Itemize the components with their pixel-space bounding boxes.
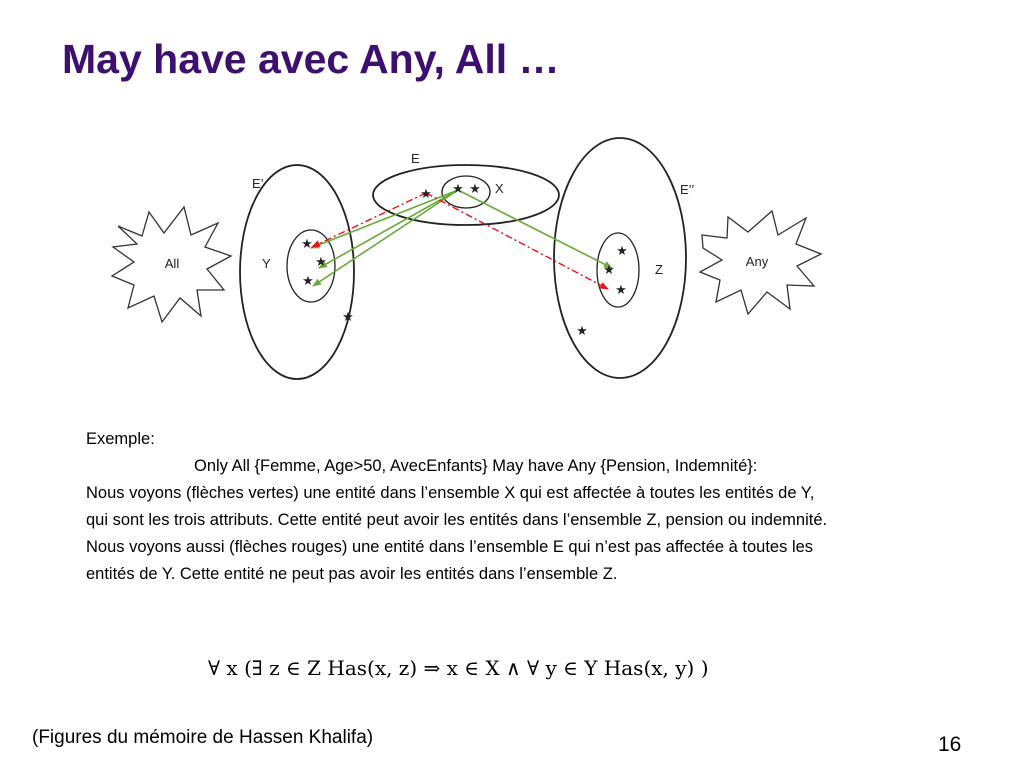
entity-star: ★: [603, 262, 615, 277]
example-text: [86, 426, 956, 588]
slide-title: May have avec Any, All …: [62, 36, 560, 82]
explanation-line: qui sont les trois attributs. Cette entité peut avoir les entités dans l’ensemble Z, pension ou indemnité.: [86, 511, 828, 529]
explanation-line: entités de Y. Cette entité ne peut pas avoir les entités dans l’ensemble Z.: [86, 565, 618, 583]
entity-stars: [301, 181, 628, 338]
entity-star: ★: [342, 309, 354, 324]
entity-star: ★: [301, 236, 313, 251]
entity-star: ★: [315, 254, 327, 269]
entity-star: ★: [420, 186, 432, 201]
page-number: 16: [938, 733, 962, 756]
set-e-label: E: [411, 151, 420, 166]
entity-star: ★: [576, 323, 588, 338]
set-e-double-prime: [554, 138, 686, 378]
set-e-prime: [240, 165, 354, 379]
set-e: [373, 165, 559, 225]
entity-star: ★: [452, 181, 464, 196]
entity-star: ★: [616, 243, 628, 258]
entity-star: ★: [302, 273, 314, 288]
set-x-label: X: [495, 181, 504, 196]
red-arrow: [312, 193, 426, 247]
logic-formula: ∀ x (∃ z ∈ Z Has(x, z) ⇒ x ∈ X ∧ ∀ y ∈ Y Has(x, y) ): [208, 656, 709, 680]
green-arrows: [311, 190, 612, 286]
set-z-label: Z: [655, 262, 663, 277]
all-burst-label: All: [164, 256, 180, 271]
set-e-prime-label: E’: [252, 176, 264, 191]
example-label: Exemple:: [86, 430, 155, 448]
entity-star: ★: [469, 181, 481, 196]
red-arrow: [426, 193, 608, 289]
explanation-line: Nous voyons (flèches vertes) une entité dans l’ensemble X qui est affectée à toutes les entités de Y,: [86, 484, 815, 502]
entity-star: ★: [615, 282, 627, 297]
figure-caption: (Figures du mémoire de Hassen Khalifa): [32, 727, 374, 748]
set-e-double-prime-label: E’’: [680, 182, 695, 197]
set-y-label: Y: [262, 256, 271, 271]
explanation-line: Nous voyons aussi (flèches rouges) une entité dans l’ensemble E qui n’est pas affectée à toutes les: [86, 538, 814, 556]
any-burst-label: Any: [745, 254, 769, 269]
example-rule: Only All {Femme, Age>50, AvecEnfants} May have Any {Pension, Indemnité}:: [194, 457, 758, 475]
green-arrow: [458, 190, 612, 268]
